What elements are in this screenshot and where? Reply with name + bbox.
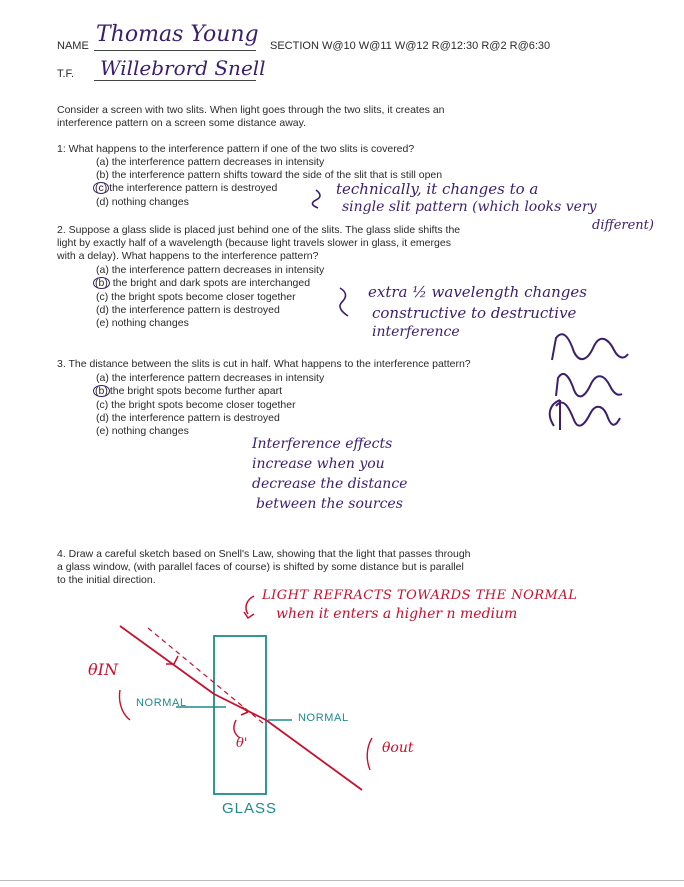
q4-note-1: LIGHT REFRACTS TOWARDS THE NORMAL: [262, 588, 578, 603]
q2-question-3: with a delay). What happens to the interference pattern?: [57, 250, 319, 262]
q1-selected-answer: (c): [95, 182, 108, 194]
intro-line-2: interference pattern on a screen some distance away.: [57, 117, 307, 129]
theta-out-arc: [367, 738, 372, 770]
name-label: NAME: [57, 40, 89, 52]
theta-in-label: θIN: [88, 660, 118, 679]
q4-question-1: 4. Draw a careful sketch based on Snell's Law, showing that the light that passes through: [57, 548, 471, 560]
q1-option-c-text: the interference pattern is destroyed: [109, 182, 278, 194]
tf-label: T.F.: [57, 68, 75, 80]
wave-top: [552, 334, 628, 360]
q1-option-a: (a) the interference pattern decreases in intensity: [96, 156, 325, 168]
q2-bracket: [340, 288, 348, 316]
q2-note-2: constructive to destructive: [372, 304, 577, 322]
q2-note-1: extra ½ wavelength changes: [368, 283, 587, 301]
section-options: SECTION W@10 W@11 W@12 R@12:30 R@2 R@6:30: [270, 40, 551, 52]
q3-note-1: Interference effects: [252, 436, 393, 452]
q2-selected-answer: (b): [95, 277, 108, 289]
q3-option-c: (c) the bright spots become closer together: [96, 399, 296, 411]
q2-option-d: (d) the interference pattern is destroyed: [96, 304, 280, 316]
q4-note-2: when it enters a higher n medium: [276, 606, 518, 622]
normal-label-right: NORMAL: [298, 712, 349, 724]
q1-bracket: [312, 190, 320, 208]
q4-question-2: a glass window, (with parallel faces of course) is shifted by some distance but is parallel: [57, 561, 464, 573]
q2-question-1: 2. Suppose a glass slide is placed just behind one of the slits. The glass slide shifts the: [57, 224, 461, 236]
wave-middle: [556, 374, 622, 396]
page-bottom-edge: [0, 880, 684, 881]
incident-ray: [120, 626, 214, 694]
q3-option-d: (d) the interference pattern is destroyed: [96, 412, 280, 424]
exit-ray: [266, 720, 362, 790]
q2-option-e: (e) nothing changes: [96, 317, 189, 329]
normal-label-left: NORMAL: [136, 697, 187, 709]
q1-question: 1: What happens to the interference pattern if one of the two slits is covered?: [57, 143, 415, 155]
q3-option-b-text: the bright spots become further apart: [109, 385, 283, 397]
theta-prime-label: θ': [236, 736, 248, 751]
q3-option-e: (e) nothing changes: [96, 425, 189, 437]
tf-name: Willebrord Snell: [100, 56, 266, 80]
q3-note-2: increase when you: [252, 456, 385, 472]
q2-option-c: (c) the bright spots become closer together: [96, 291, 296, 303]
q1-option-b: (b) the interference pattern shifts toward the side of the slit that is still open: [96, 169, 443, 181]
q3-note-4: between the sources: [256, 496, 403, 512]
q1-option-d: (d) nothing changes: [96, 196, 189, 208]
q1-note-2: single slit pattern (which looks very: [342, 199, 597, 215]
q4-question-3: to the initial direction.: [57, 574, 156, 586]
student-name: Thomas Young: [96, 22, 259, 47]
q3-option-a: (a) the interference pattern decreases in intensity: [96, 372, 325, 384]
q3-selected-answer: (b): [95, 385, 108, 397]
glass-label: GLASS: [222, 800, 278, 817]
q1-note-1: technically, it changes to a: [336, 180, 539, 198]
q2-option-a: (a) the interference pattern decreases in intensity: [96, 264, 325, 276]
theta-in-arc: [119, 690, 130, 720]
q2-question-2: light by exactly half of a wavelength (because light travels slower in glass, it emerges: [57, 237, 451, 249]
wave-bottom: [556, 403, 620, 426]
intro-line-1: Consider a screen with two slits. When light goes through the two slits, it creates an: [57, 104, 445, 116]
glass-slab: [214, 636, 266, 794]
q1-note-3: different): [592, 218, 654, 233]
theta-out-label: θout: [382, 740, 414, 756]
q3-question: 3. The distance between the slits is cut in half. What happens to the interference pattern?: [57, 358, 471, 370]
q2-note-3: interference: [372, 324, 460, 340]
q2-option-b-text: the bright and dark spots are interchanged: [112, 277, 311, 289]
q3-note-3: decrease the distance: [252, 476, 408, 492]
note-arrow: [244, 596, 254, 618]
